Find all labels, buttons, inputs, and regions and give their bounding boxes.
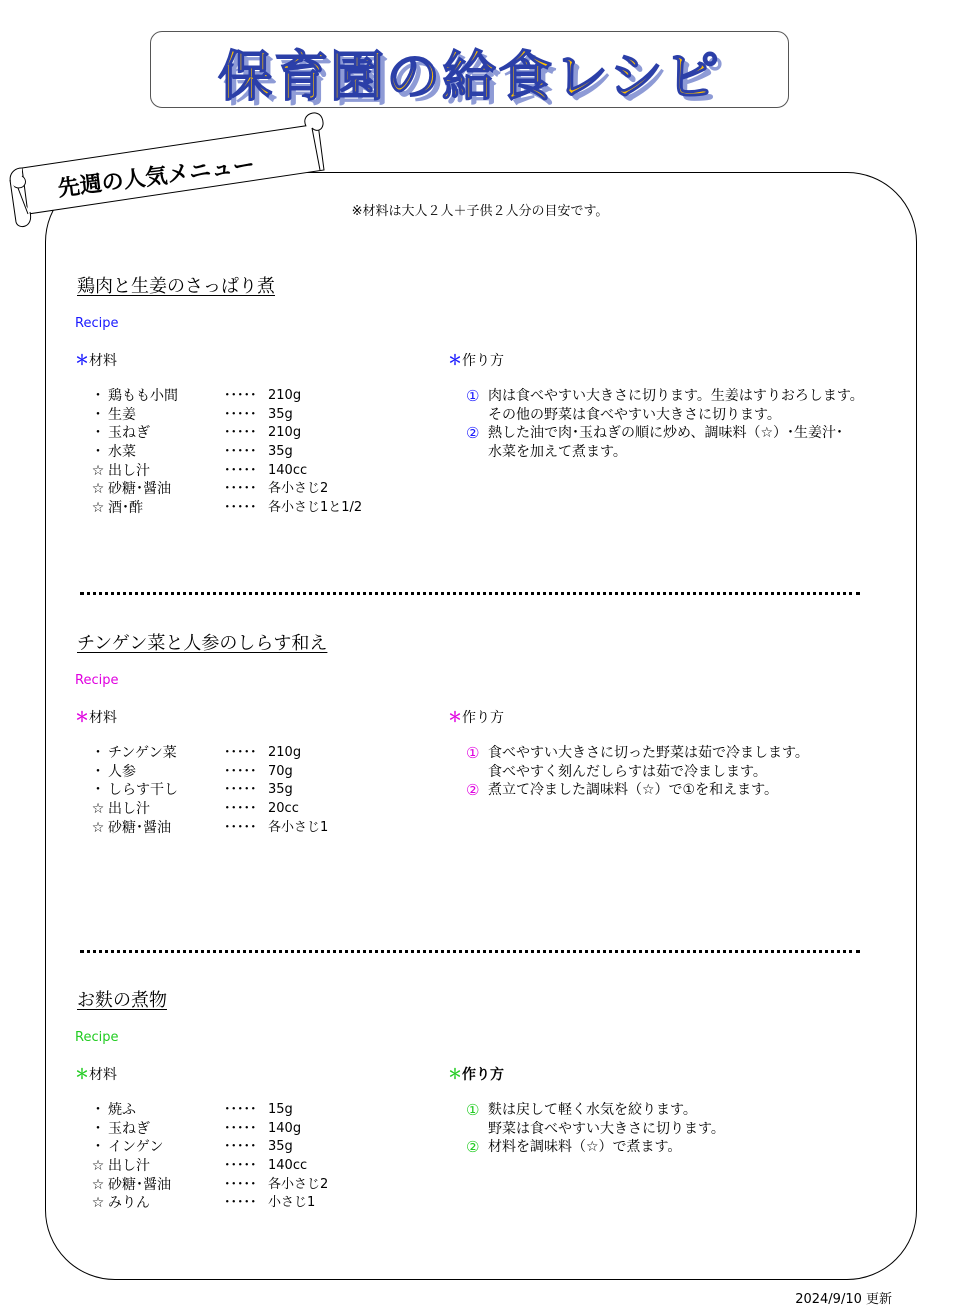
ingredient-row	[88, 763, 328, 782]
recipe-title: お麩の煮物	[77, 990, 167, 1011]
recipe-title: 鶏肉と生姜のさっぱり煮	[77, 276, 275, 297]
step-text: 野菜は食べやすい大きさに切ります。	[488, 1120, 725, 1137]
ingredient-name: ☆ 出し汁	[91, 462, 150, 479]
ingredient-amount: ･････ 各小さじ2	[224, 1176, 329, 1192]
step-number	[466, 1120, 488, 1139]
asterisk-icon: ＊	[448, 1067, 462, 1083]
asterisk-icon: ＊	[448, 353, 462, 369]
ingredient-amount: ･････ 210g	[224, 745, 302, 760]
step-line	[466, 443, 864, 462]
step-text: 食べやすく刻んだしらすは茹で冷まします。	[488, 763, 767, 780]
ingredient-amount: ･････ 35g	[224, 782, 293, 798]
ingredient-list	[88, 744, 328, 837]
ingredient-amount: ･････ 15g	[224, 1102, 293, 1117]
ingredient-name: ・ 生姜	[91, 406, 136, 423]
ingredient-name: ・ 焼ふ	[91, 1102, 136, 1118]
recipe-label: Recipe	[75, 316, 119, 331]
ingredient-row	[88, 800, 328, 819]
step-line	[466, 763, 809, 782]
ingredient-amount: ･････ 140g	[224, 1120, 302, 1136]
ingredient-amount: ･････ 各小さじ2	[224, 481, 329, 497]
asterisk-icon: ＊	[75, 710, 89, 726]
ingredient-row	[88, 443, 362, 462]
ingredient-row	[88, 781, 328, 800]
step-text: 煮立て冷ました調味料（☆）で①を和えます。	[488, 782, 778, 799]
updated-date: 2024/9/10 更新	[795, 1292, 892, 1307]
ingredient-amount: ･････ 210g	[224, 425, 302, 441]
step-text: 水菜を加えて煮ます。	[488, 444, 627, 461]
ingredient-amount: ･････ 35g	[224, 406, 293, 422]
ingredient-row	[88, 1101, 328, 1120]
step-line	[466, 1138, 725, 1157]
ingredient-name: ・ 鶏もも小間	[91, 388, 178, 404]
step-number	[466, 406, 488, 425]
step-line	[466, 387, 864, 406]
ingredients-heading: ＊材料	[75, 1067, 117, 1083]
step-text: 材料を調味料（☆）で煮ます。	[488, 1139, 682, 1156]
recipe-label: Recipe	[75, 1030, 119, 1045]
ingredients-heading: ＊材料	[75, 353, 117, 369]
banner-title: 先週の人気メニュー	[56, 152, 257, 202]
ingredient-name: ・ 玉ねぎ	[91, 1120, 150, 1137]
steps-heading: ＊作り方	[448, 1067, 504, 1083]
ingredient-name: ☆ 出し汁	[91, 801, 150, 818]
step-text: 熱した油で肉･玉ねぎの順に炒め、調味料（☆）･生姜汁･	[488, 425, 843, 442]
step-text: 食べやすい大きさに切った野菜は茹で冷まします。	[488, 745, 809, 761]
ingredient-name: ・ 玉ねぎ	[91, 425, 150, 442]
ingredient-amount: ･････ 各小さじ1と1/2	[224, 500, 363, 516]
step-number: ①	[466, 744, 480, 762]
steps-heading: ＊作り方	[448, 710, 504, 726]
recipe-label: Recipe	[75, 673, 119, 688]
ingredient-list	[88, 387, 362, 518]
page-title: 保育園の給食レシピ	[218, 45, 721, 108]
ingredient-name: ☆ 出し汁	[91, 1158, 150, 1175]
ingredients-heading: ＊材料	[75, 710, 117, 726]
step-number	[466, 443, 488, 462]
ingredient-row	[88, 387, 362, 406]
ingredient-name: ☆ みりん	[91, 1195, 150, 1212]
ingredient-row	[88, 406, 362, 425]
ingredient-name: ☆ 砂糖･醤油	[91, 1176, 171, 1193]
ingredient-name: ・ 水菜	[91, 444, 136, 461]
ingredient-name: ☆ 砂糖･醤油	[91, 481, 171, 498]
ingredient-row	[88, 462, 362, 481]
ingredient-name: ・ しらす干し	[91, 782, 178, 799]
ingredient-amount: ･････ 20cc	[224, 801, 299, 817]
ingredient-amount: ･････ 小さじ1	[224, 1195, 316, 1211]
step-number	[466, 763, 488, 782]
ingredient-amount: ･････ 各小さじ1	[224, 819, 329, 835]
ingredient-row	[88, 424, 362, 443]
serving-note: ※材料は大人２人＋子供２人分の目安です。	[351, 204, 609, 219]
ingredient-row	[88, 1157, 328, 1176]
steps-heading: ＊作り方	[448, 353, 504, 369]
ingredient-amount: ･････ 35g	[224, 1139, 293, 1155]
ingredient-amount: ･････ 140cc	[224, 462, 308, 478]
ingredient-name: ・ 人参	[91, 763, 136, 780]
ingredient-name: ☆ 砂糖･醤油	[91, 819, 171, 836]
dotted-divider	[80, 592, 860, 595]
ingredient-amount: ･････ 70g	[224, 763, 293, 779]
asterisk-icon: ＊	[75, 353, 89, 369]
step-text: 麩は戻して軽く水気を絞ります。	[488, 1102, 697, 1118]
ingredient-list	[88, 1101, 328, 1213]
ingredient-name: ・ インゲン	[91, 1139, 164, 1156]
step-list	[466, 744, 809, 800]
ingredient-name: ☆ 酒･酢	[91, 500, 143, 517]
asterisk-icon: ＊	[75, 1067, 89, 1083]
ingredient-amount: ･････ 140cc	[224, 1158, 308, 1174]
page-title-box	[150, 31, 789, 108]
step-line	[466, 744, 809, 763]
step-list	[466, 1101, 725, 1157]
ingredient-row	[88, 480, 362, 499]
step-line	[466, 781, 809, 800]
ingredient-row	[88, 1194, 328, 1213]
ingredient-amount: ･････ 210g	[224, 388, 302, 403]
step-number: ②	[466, 1138, 480, 1157]
step-line	[466, 424, 864, 443]
ingredient-row	[88, 744, 328, 763]
step-number: ①	[466, 1101, 480, 1119]
step-list	[466, 387, 864, 462]
ingredient-row	[88, 499, 362, 518]
step-line	[466, 1101, 725, 1120]
ingredient-row	[88, 819, 328, 838]
ingredient-row	[88, 1138, 328, 1157]
step-text: その他の野菜は食べやすい大きさに切ります。	[488, 406, 781, 423]
ingredient-row	[88, 1120, 328, 1139]
step-number: ②	[466, 781, 480, 800]
asterisk-icon: ＊	[448, 710, 462, 726]
step-number: ①	[466, 387, 480, 405]
step-text: 肉は食べやすい大きさに切ります。生姜はすりおろします。	[488, 388, 864, 404]
step-line	[466, 1120, 725, 1139]
ingredient-amount: ･････ 35g	[224, 444, 293, 460]
recipe-title: チンゲン菜と人参のしらす和え	[77, 633, 328, 654]
ingredient-row	[88, 1176, 328, 1195]
ingredient-name: ・ チンゲン菜	[91, 745, 177, 761]
step-line	[466, 406, 864, 425]
step-number: ②	[466, 424, 480, 443]
dotted-divider	[80, 950, 860, 953]
